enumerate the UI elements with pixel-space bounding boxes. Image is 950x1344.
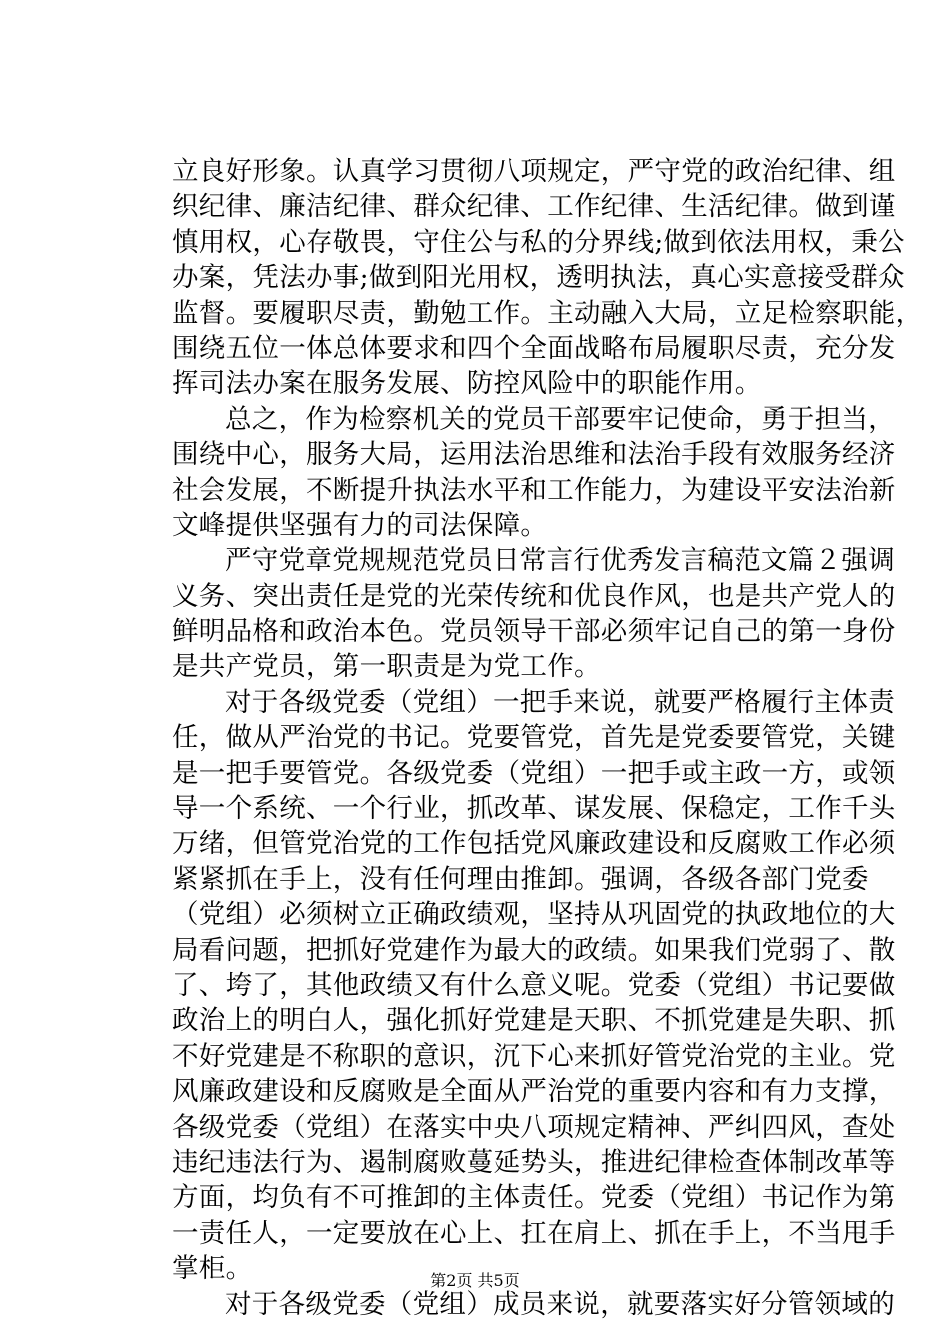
text-line: 织纪律、廉洁纪律、群众纪律、工作纪律、生活纪律。做到谨 — [172, 191, 896, 223]
text-line: 严守党章党规规范党员日常言行优秀发言稿范文篇２强调 — [225, 545, 895, 577]
text-line: 违纪违法行为、遏制腐败蔓延势头，推进纪律检查体制改革等 — [172, 1146, 896, 1178]
text-line: 政治上的明白人，强化抓好党建是天职、不抓党建是失职、抓 — [172, 1005, 896, 1037]
text-line: 对于各级党委（党组）一把手来说，就要严格履行主体责 — [225, 686, 895, 718]
text-line: 是一把手要管党。各级党委（党组）一把手或主政一方，或领 — [172, 757, 896, 789]
text-line: 任，做从严治党的书记。党要管党，首先是党委要管党，关键 — [172, 722, 896, 754]
text-line: 方面，均负有不可推卸的主体责任。党委（党组）书记作为第 — [172, 1182, 896, 1214]
text-line: 围绕五位一体总体要求和四个全面战略布局履职尽责，充分发 — [172, 332, 896, 364]
text-line: 慎用权，心存敬畏，守住公与私的分界线;做到依法用权，秉公 — [172, 226, 905, 258]
text-line: 导一个系统、一个行业，抓改革、谋发展、保稳定，工作千头 — [172, 793, 896, 825]
text-line: 社会发展，不断提升执法水平和工作能力，为建设平安法治新 — [172, 474, 896, 506]
text-line: 义务、突出责任是党的光荣传统和优良作风，也是共产党人的 — [172, 580, 896, 612]
text-line: 是共产党员，第一职责是为党工作。 — [172, 651, 601, 683]
text-line: 对于各级党委（党组）成员来说，就要落实好分管领域的 — [225, 1288, 895, 1320]
text-line: 围绕中心，服务大局，运用法治思维和法治手段有效服务经济 — [172, 439, 896, 471]
text-line: 不好党建是不称职的意识，沉下心来抓好管党治党的主业。党 — [172, 1040, 896, 1072]
text-line: 挥司法办案在服务发展、防控风险中的职能作用。 — [172, 368, 762, 400]
page-footer: 第2页 共5页 — [430, 1271, 520, 1290]
text-line: 文峰提供坚强有力的司法保障。 — [172, 509, 548, 541]
text-line: 办案，凭法办事;做到阳光用权，透明执法，真心实意接受群众 — [172, 262, 905, 294]
text-line: 紧紧抓在手上，没有任何理由推卸。强调，各级各部门党委 — [172, 863, 869, 895]
text-line: 局看问题，把抓好党建作为最大的政绩。如果我们党弱了、散 — [172, 934, 896, 966]
text-line: 监督。要履职尽责，勤勉工作。主动融入大局，立足检察职能， — [172, 297, 923, 329]
text-line: 一责任人，一定要放在心上、扛在肩上、抓在手上，不当甩手 — [172, 1217, 896, 1249]
text-line: 掌柜。 — [172, 1253, 253, 1285]
text-line: 总之，作为检察机关的党员干部要牢记使命，勇于担当， — [225, 403, 895, 435]
text-line: （党组）必须树立正确政绩观，坚持从巩固党的执政地位的大 — [172, 899, 896, 931]
document-body — [172, 154, 923, 1322]
text-line: 各级党委（党组）在落实中央八项规定精神、严纠四风，查处 — [172, 1111, 896, 1143]
text-line: 万绪，但管党治党的工作包括党风廉政建设和反腐败工作必须 — [172, 828, 896, 860]
text-line: 风廉政建设和反腐败是全面从严治党的重要内容和有力支撑， — [172, 1076, 896, 1108]
text-line: 了、垮了，其他政绩又有什么意义呢。党委（党组）书记要做 — [172, 969, 896, 1001]
text-line: 鲜明品格和政治本色。党员领导干部必须牢记自己的第一身份 — [172, 616, 896, 648]
text-line: 立良好形象。认真学习贯彻八项规定，严守党的政治纪律、组 — [172, 156, 896, 187]
